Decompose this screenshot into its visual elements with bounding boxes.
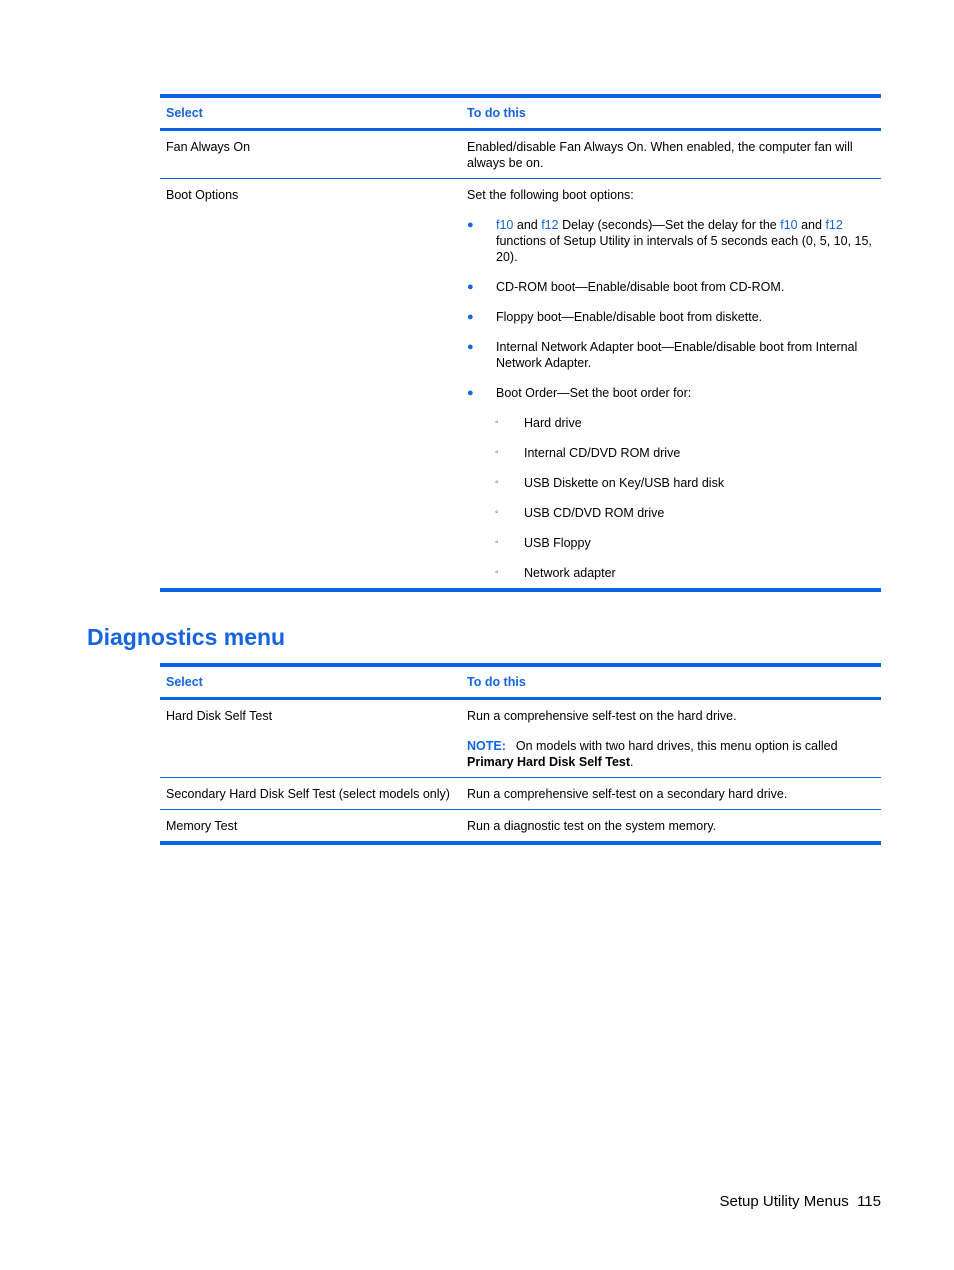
circle-bullet-icon: ◦ (495, 567, 499, 578)
footer-section: Setup Utility Menus (719, 1193, 849, 1210)
key-f12: f12 (541, 218, 559, 232)
list-item-text: f10 and f12 Delay (seconds)—Set the delay for the f10 and f12 functions of Setup Utility in intervals of 5 seconds each (0, 5, 10, 15, 20). (496, 218, 872, 264)
boot-intro: Set the following boot options: (467, 188, 634, 202)
sub-list-item-text: USB CD/DVD ROM drive (524, 506, 665, 520)
sub-list-item (467, 535, 877, 551)
table-row (160, 178, 881, 588)
row-todo-cell: Enabled/disable Fan Always On. When enabled, the computer fan will always be on. (467, 140, 853, 170)
table-header (160, 667, 881, 697)
page-footer (720, 1193, 882, 1210)
header-select: Select (166, 675, 203, 689)
row-select-cell: Secondary Hard Disk Self Test (select models only) (166, 787, 450, 801)
row-todo-cell (454, 179, 881, 588)
list-item (467, 309, 877, 325)
note-label: NOTE: (467, 739, 506, 753)
list-item (467, 279, 877, 295)
list-item-text: Floppy boot—Enable/disable boot from diskette. (496, 310, 763, 324)
bullet-icon: ● (467, 219, 474, 231)
list-item (467, 385, 877, 401)
sub-list-item-text: Hard drive (524, 416, 582, 430)
key-f10: f10 (780, 218, 798, 232)
table-row (160, 777, 881, 809)
circle-bullet-icon: ◦ (495, 477, 499, 488)
key-f12: f12 (825, 218, 843, 232)
bullet-icon: ● (467, 387, 474, 399)
header-todo: To do this (467, 675, 526, 689)
header-select: Select (166, 106, 203, 120)
key-f10: f10 (496, 218, 514, 232)
row-todo-cell (454, 700, 881, 777)
sub-list-item (467, 475, 877, 491)
table-row (160, 700, 881, 777)
header-todo: To do this (467, 106, 526, 120)
sub-list-item (467, 415, 877, 431)
row-todo-cell: Run a comprehensive self-test on a secondary hard drive. (467, 787, 788, 801)
note-text: On models with two hard drives, this menu option is called (515, 739, 838, 753)
boot-options-table (160, 94, 881, 592)
list-item-text: CD-ROM boot—Enable/disable boot from CD-ROM. (496, 280, 785, 294)
table-bottom-rule (160, 588, 881, 592)
circle-bullet-icon: ◦ (495, 417, 499, 428)
sub-list-item (467, 565, 877, 581)
bullet-icon: ● (467, 311, 474, 323)
table-bottom-rule (160, 841, 881, 845)
row-description: Run a comprehensive self-test on the hard drive. (467, 709, 737, 723)
row-select-cell: Fan Always On (166, 140, 251, 154)
note: NOTE: On models with two hard drives, this menu option is called Primary Hard Disk Self Test. (467, 739, 838, 769)
row-select-cell: Hard Disk Self Test (166, 709, 273, 723)
list-item-text: Boot Order—Set the boot order for: (496, 386, 692, 400)
note-bold: Primary Hard Disk Self Test (467, 755, 631, 769)
row-select-cell: Boot Options (166, 188, 239, 202)
list-item (467, 217, 877, 265)
list-item (467, 339, 877, 371)
bullet-icon: ● (467, 281, 474, 293)
sub-list-item (467, 505, 877, 521)
list-item-text: Internal Network Adapter boot—Enable/disable boot from Internal Network Adapter. (496, 340, 858, 370)
sub-list-item (467, 445, 877, 461)
sub-list-item-text: USB Diskette on Key/USB hard disk (524, 476, 725, 490)
circle-bullet-icon: ◦ (495, 447, 499, 458)
sub-list-item-text: USB Floppy (524, 536, 591, 550)
table-row (160, 131, 881, 178)
bullet-icon: ● (467, 341, 474, 353)
sub-list-item-text: Internal CD/DVD ROM drive (524, 446, 681, 460)
section-title: Diagnostics menu (87, 624, 286, 650)
circle-bullet-icon: ◦ (495, 507, 499, 518)
table-header (160, 98, 881, 128)
diagnostics-table (160, 663, 881, 845)
row-todo-cell: Run a diagnostic test on the system memory. (467, 819, 717, 833)
row-select-cell: Memory Test (166, 819, 238, 833)
table-row (160, 809, 881, 841)
page-number: 115 (857, 1193, 881, 1210)
circle-bullet-icon: ◦ (495, 537, 499, 548)
sub-list-item-text: Network adapter (524, 566, 616, 580)
